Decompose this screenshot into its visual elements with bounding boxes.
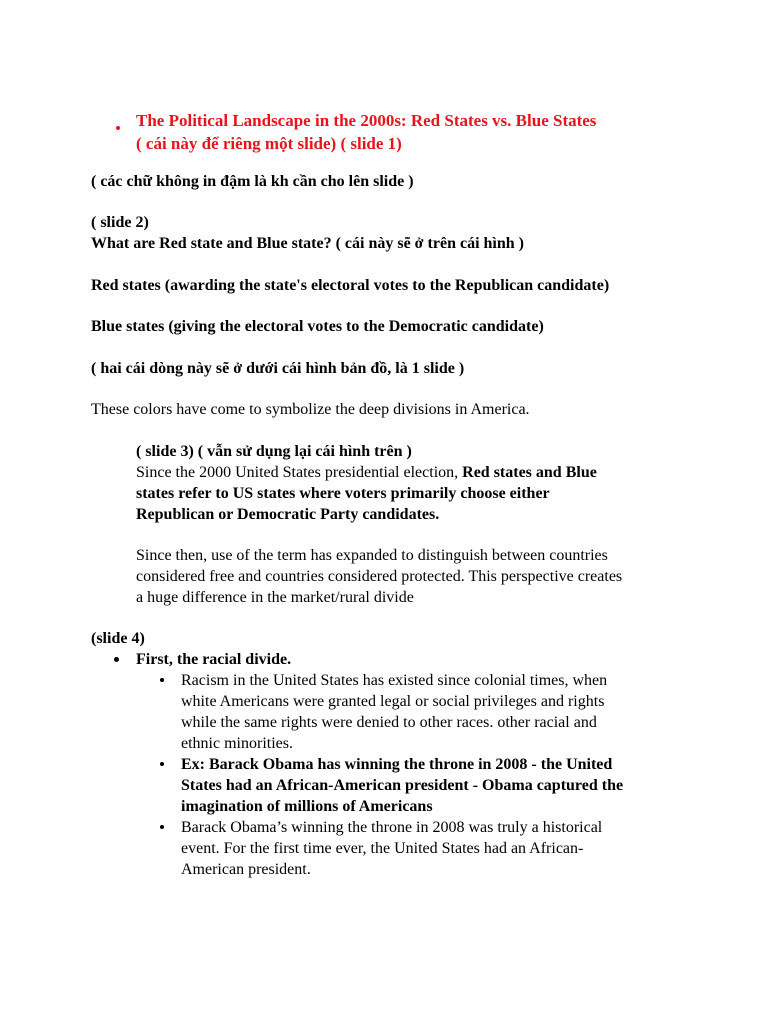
slide4-label: (slide 4) <box>91 630 145 647</box>
item2-bullet <box>160 762 164 766</box>
item2-line-2: States had an African-American president - Obama captured the <box>181 777 624 794</box>
slide3-line-1 <box>136 462 597 483</box>
below-map-note: ( hai cái dòng này sẽ ở dưới cái hình bản đồ, là 1 slide ) <box>91 360 465 377</box>
racial-divide-heading: First, the racial divide. <box>136 651 292 668</box>
item2-line-3: imagination of millions of Americans <box>181 798 433 815</box>
item1-bullet <box>160 678 164 682</box>
red-states-definition: Red states (awarding the state's electoral votes to the Republican candidate) <box>91 277 610 294</box>
item3-bullet <box>160 825 164 829</box>
slide3-label: ( slide 3) ( vẫn sử dụng lại cái hình trên ) <box>136 443 412 460</box>
slide3-line-1-plain: Since the 2000 United States presidential election, <box>136 464 459 481</box>
slide3-line-1-bold: Red states and Blue <box>462 464 597 481</box>
item1-line-1: Racism in the United States has existed since colonial times, when <box>181 672 608 689</box>
blue-states-definition: Blue states (giving the electoral votes to the Democratic candidate) <box>91 318 544 335</box>
slide3-para2-line-2: considered free and countries considered protected. This perspective creates <box>136 568 623 585</box>
slide3-para2-line-1: Since then, use of the term has expanded to distinguish between countries <box>136 547 608 564</box>
heading-bullet <box>114 657 119 662</box>
item1-line-3: while the same rights were denied to other races. other racial and <box>181 714 597 731</box>
title-bullet <box>116 126 120 130</box>
item1-line-4: ethnic minorities. <box>181 735 293 752</box>
divisions-sentence: These colors have come to symbolize the deep divisions in America. <box>91 401 530 418</box>
item3-line-2: event. For the first time ever, the United States had an African- <box>181 840 584 857</box>
item3-line-3: American president. <box>181 861 311 878</box>
title-line-2: ( cái này để riêng một slide) ( slide 1) <box>136 134 402 153</box>
item2-line-1: Ex: Barack Obama has winning the throne in 2008 - the United <box>181 756 613 773</box>
slide3-line-2: states refer to US states where voters primarily choose either <box>136 485 550 502</box>
document-title <box>136 109 736 155</box>
item3-line-1: Barack Obama’s winning the throne in 2008 was truly a historical <box>181 819 603 836</box>
item1-line-2: white Americans were granted legal or social privileges and rights <box>181 693 605 710</box>
title-line-1: The Political Landscape in the 2000s: Red States vs. Blue States <box>136 111 597 130</box>
note-not-bold: ( các chữ không in đậm là kh cần cho lên slide ) <box>91 173 414 190</box>
slide2-label: ( slide 2) <box>91 214 149 231</box>
slide3-para2-line-3: a huge difference in the market/rural divide <box>136 589 414 606</box>
slide3-line-3: Republican or Democratic Party candidates. <box>136 506 440 523</box>
question-heading: What are Red state and Blue state? ( cái này sẽ ở trên cái hình ) <box>91 235 524 252</box>
